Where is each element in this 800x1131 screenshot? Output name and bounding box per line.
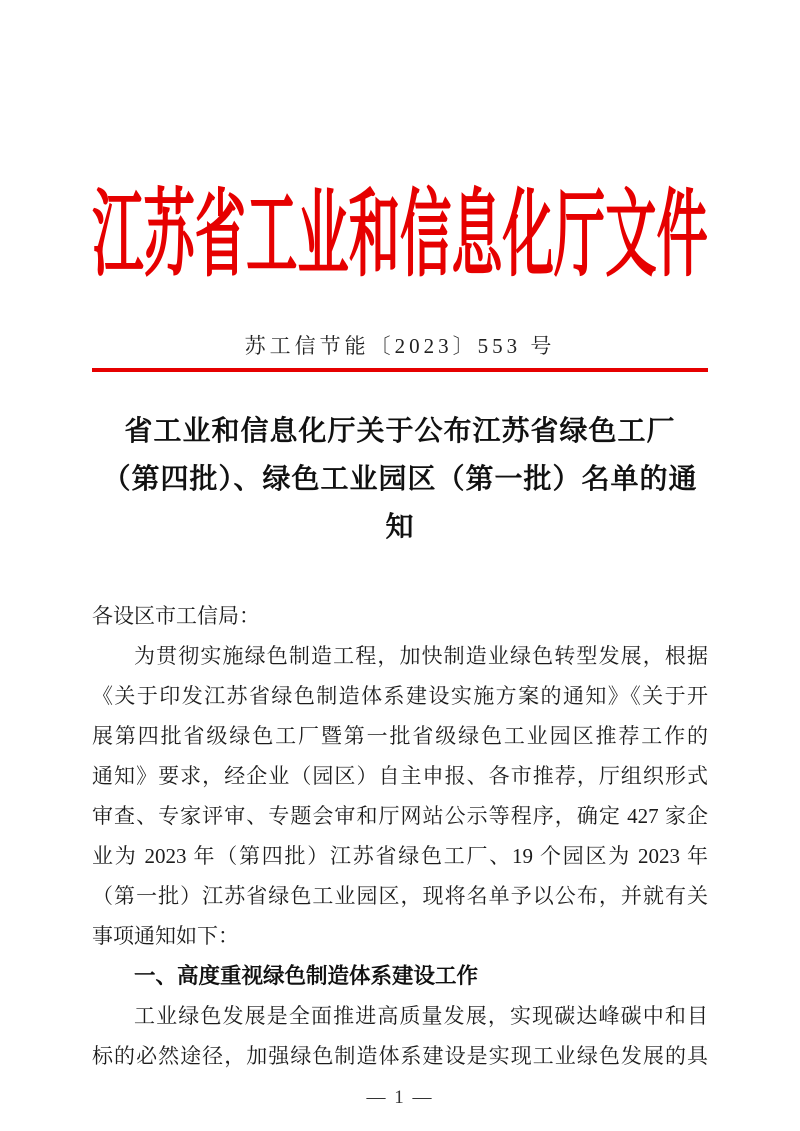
salutation: 各设区市工信局： [92, 604, 260, 628]
document-title-line2: （第四批）、绿色工业园区（第一批）名单的通知 [102, 464, 698, 543]
body-line: 标的必然途径，加强绿色制造体系建设是实现工业绿色发展的具 [92, 1044, 708, 1068]
body-line: （第一批）江苏省绿色工业园区，现将名单予以公布，并就有关 [92, 884, 708, 908]
body-line: 工业绿色发展是全面推进高质量发展，实现碳达峰碳中和目 [134, 1004, 708, 1028]
body-line: 展第四批省级绿色工厂暨第一批省级绿色工业园区推荐工作的 [92, 724, 708, 748]
page-number: — 1 — [366, 1087, 434, 1108]
body-line: 为贯彻实施绿色制造工程，加快制造业绿色转型发展，根据 [134, 644, 708, 668]
agency-banner [92, 181, 708, 288]
body-line: 业为 2023 年（第四批）江苏省绿色工厂、19 个园区为 2023 年 [92, 844, 708, 868]
document-title-line1: 省工业和信息化厅关于公布江苏省绿色工厂 [124, 416, 676, 447]
document-body [92, 596, 708, 1076]
body-line: 审查、专家评审、专题会审和厅网站公示等程序，确定 427 家企 [92, 804, 708, 828]
agency-banner-text: 江苏省工业和信息化厅文件 [92, 181, 708, 288]
body-line: 通知》要求，经企业（园区）自主申报、各市推荐，厅组织形式 [92, 764, 708, 788]
body-line: 事项通知如下： [92, 924, 239, 948]
document-title [92, 408, 708, 552]
document-number: 苏工信节能〔2023〕553 号 [244, 334, 556, 358]
section-heading-1: 一、高度重视绿色制造体系建设工作 [134, 964, 479, 988]
body-line: 《关于印发江苏省绿色制造体系建设实施方案的通知》《关于开 [92, 684, 708, 708]
red-divider-line [92, 368, 708, 372]
